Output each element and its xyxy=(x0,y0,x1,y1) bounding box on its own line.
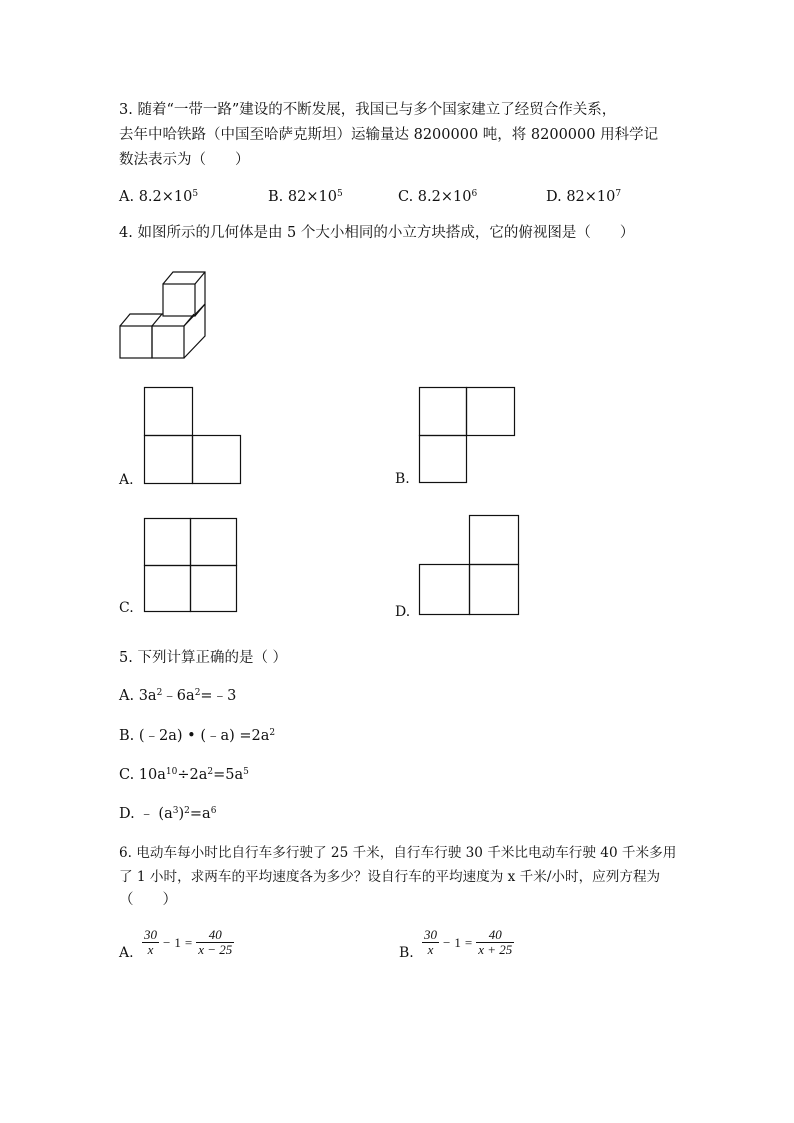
q6-option-a-label[interactable]: A. xyxy=(119,945,134,961)
q4-option-d-figure[interactable] xyxy=(419,515,523,619)
q4-option-d-label[interactable]: D. xyxy=(395,604,411,620)
q3-text-line2: 去年中哈铁路（中国至哈萨克斯坦）运输量达 8200000 吨，将 8200000 用科学记 xyxy=(119,127,659,143)
q3-text-line3: 数法表示为（ ） xyxy=(119,152,250,168)
q6-text-line1: 6. 电动车每小时比自行车多行驶了 25 千米，自行车行驶 30 千米比电动车行驶 40 千米多用 xyxy=(119,845,677,861)
q5-option-b[interactable]: B. (﹣2a) • (﹣a) $=2a^2$ xyxy=(119,728,276,744)
q3-option-d[interactable]: D. $82\times 10^7$ xyxy=(546,189,622,205)
cube-figure xyxy=(115,268,215,368)
q3-option-b[interactable]: B. $82\times 10^5$ xyxy=(268,189,343,205)
q4-option-a-label[interactable]: A. xyxy=(119,472,134,488)
fraction: $\frac{30}{x}$ xyxy=(424,927,437,957)
fraction: $\frac{30}{x}$ xyxy=(144,927,157,957)
q6-text-line2: 了 1 小时，求两车的平均速度各为多少？设自行车的平均速度为 x 千米/小时，应列方程为 xyxy=(119,869,661,885)
fraction: $\frac{40}{x - 25}$ xyxy=(198,927,233,957)
q6-option-b-label[interactable]: B. xyxy=(399,945,414,961)
q4-option-b-label[interactable]: B. xyxy=(395,471,410,487)
q3-text-line1: 3. 随着“一带一路”建设的不断发展，我国已与多个国家建立了经贸合作关系， xyxy=(119,102,617,118)
fraction: $\frac{40}{x + 25}$ xyxy=(478,927,513,957)
q5-option-a[interactable]: A. $3a^2﹣6a^2=﹣3$ xyxy=(119,688,237,704)
q4-option-a-figure[interactable] xyxy=(144,387,244,487)
q6-text-line3: （ ） xyxy=(119,892,177,908)
q6-option-b-equation[interactable]: $\frac{30}{x}$ − 1 = $\frac{40}{x + 25}$ xyxy=(424,927,513,957)
q4-text: 4. 如图所示的几何体是由 5 个大小相同的小立方块搭成，它的俯视图是（ ） xyxy=(119,225,635,241)
q4-option-c-label[interactable]: C. xyxy=(119,600,134,616)
q6-option-a-equation[interactable]: $\frac{30}{x}$ − 1 = $\frac{40}{x - 25}$ xyxy=(144,927,233,957)
q5-text: 5. 下列计算正确的是（ ） xyxy=(119,650,288,666)
q3-option-c[interactable]: C. $8.2\times 10^6$ xyxy=(398,189,478,205)
q4-option-b-figure[interactable] xyxy=(419,387,519,487)
q4-option-c-figure[interactable] xyxy=(144,518,244,618)
q3-option-a[interactable]: A. $8.2\times 10^5$ xyxy=(119,189,199,205)
q5-option-c[interactable]: C. $10a^{10}\div 2a^2=5a^5$ xyxy=(119,767,249,783)
q5-option-d[interactable]: D. ﹣ $(a^3)^2=a^6$ xyxy=(119,806,217,822)
